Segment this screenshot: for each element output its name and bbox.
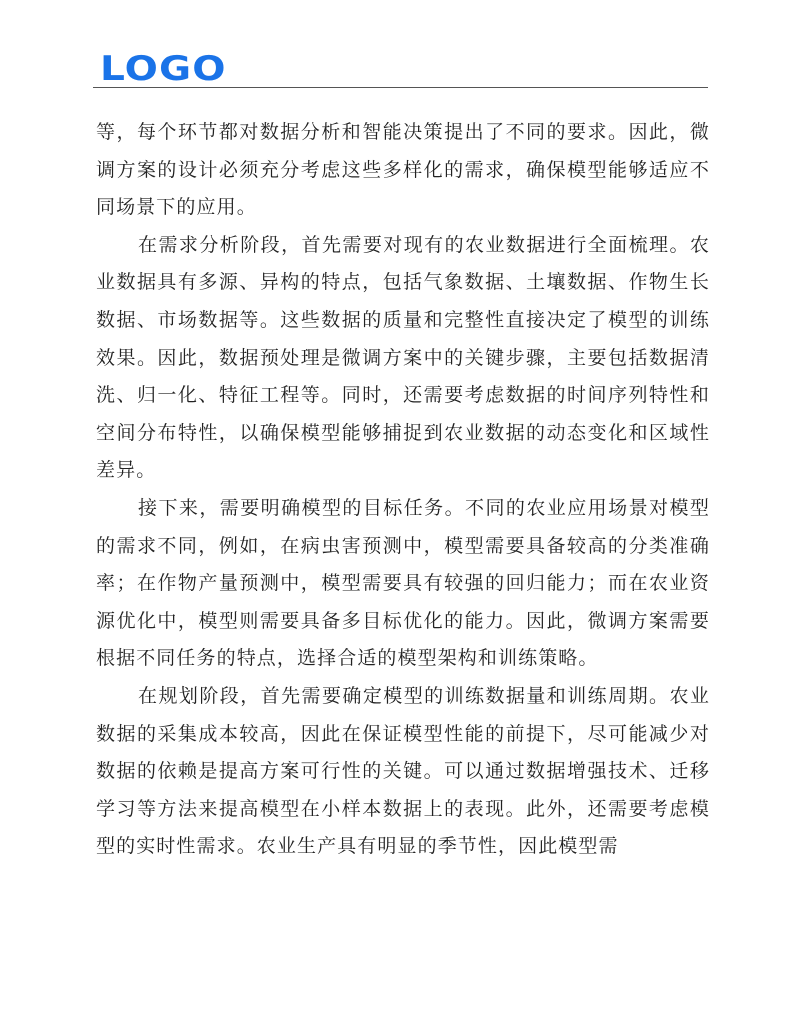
paragraph: 等，每个环节都对数据分析和智能决策提出了不同的要求。因此，微调方案的设计必须充分考虑这些多样化的需求，确保模型能够适应不同场景下的应用。 — [96, 121, 710, 219]
logo: LOGO — [100, 49, 227, 89]
header-divider — [93, 87, 708, 88]
paragraph: 在规划阶段，首先需要确定模型的训练数据量和训练周期。农业数据的采集成本较高，因此在保证模型性能的前提下，尽可能减少对数据的依赖是提高方案可行性的关键。可以通过数据增强技术、迁移学习等方法来提高模型在小样本数据上的表现。此外，还需要考虑模型的实时性需求。农业生产具有明显的季节性，因此模型需 — [96, 684, 710, 858]
document-body — [96, 114, 710, 866]
paragraph: 在需求分析阶段，首先需要对现有的农业数据进行全面梳理。农业数据具有多源、异构的特点，包括气象数据、土壤数据、作物生长数据、市场数据等。这些数据的质量和完整性直接决定了模型的训练效果。因此，数据预处理是微调方案中的关键步骤，主要包括数据清洗、归一化、特征工程等。同时，还需要考虑数据的时间序列特性和空间分布特性，以确保模型能够捕捉到农业数据的动态变化和区域性差异。 — [96, 233, 710, 482]
paragraph: 接下来，需要明确模型的目标任务。不同的农业应用场景对模型的需求不同，例如，在病虫害预测中，模型需要具备较高的分类准确率；在作物产量预测中，模型需要具有较强的回归能力；而在农业资源优化中，模型则需要具备多目标优化的能力。因此，微调方案需要根据不同任务的特点，选择合适的模型架构和训练策略。 — [96, 496, 710, 670]
